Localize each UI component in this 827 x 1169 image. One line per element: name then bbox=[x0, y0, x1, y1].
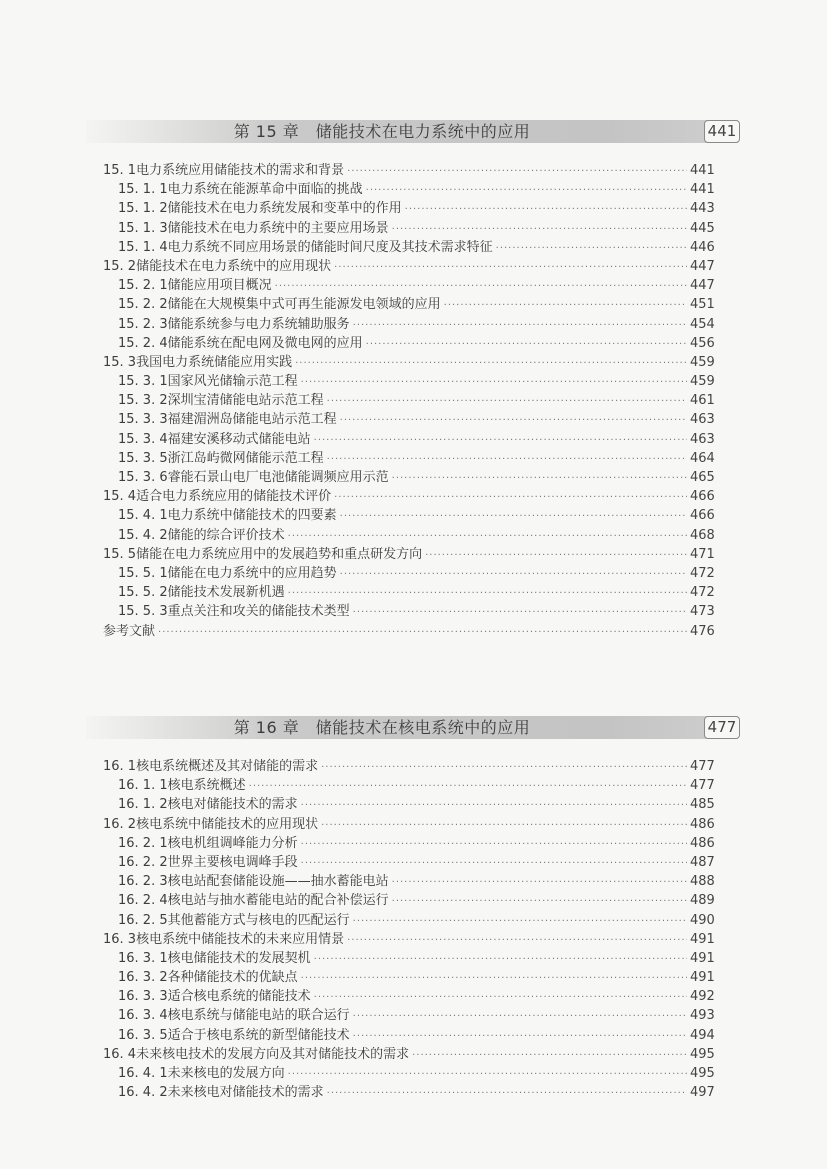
toc-entry-title: 核电储能技术的发展契机 bbox=[167, 950, 311, 966]
dot-leader bbox=[321, 758, 687, 777]
toc-entry-page: 473 bbox=[690, 604, 715, 620]
toc-entry-title: 储能技术在电力系统发展和变革中的作用 bbox=[167, 201, 402, 217]
toc-entry-page: 497 bbox=[690, 1085, 715, 1101]
toc-entry-title: 电力系统中储能技术的四要素 bbox=[167, 508, 337, 524]
toc-entry-number: 15. 2. 2 bbox=[118, 297, 168, 313]
dot-leader bbox=[301, 854, 687, 873]
toc-entry-page: 486 bbox=[690, 835, 715, 851]
toc-entry-number: 15. 5 bbox=[103, 546, 137, 562]
toc-list bbox=[0, 161, 827, 641]
toc-subsection-entry[interactable] bbox=[0, 1006, 827, 1025]
toc-entry-page: 441 bbox=[690, 182, 715, 198]
toc-entry-number: 15. 2. 4 bbox=[118, 335, 168, 351]
dot-leader bbox=[444, 296, 687, 315]
toc-section-entry[interactable] bbox=[0, 487, 827, 506]
toc-entry-page: 464 bbox=[690, 450, 715, 466]
toc-entry-title: 核电站配套储能设施——抽水蓄能电站 bbox=[167, 874, 389, 890]
toc-entry-page: 441 bbox=[690, 163, 715, 178]
dot-leader bbox=[353, 1027, 687, 1046]
dot-leader bbox=[366, 181, 687, 200]
toc-entry-title: 我国电力系统储能应用实践 bbox=[136, 354, 293, 370]
chapter-header bbox=[86, 120, 738, 143]
toc-subsection-entry[interactable] bbox=[0, 834, 827, 853]
toc-entry-page: 489 bbox=[690, 893, 715, 909]
toc-entry-title: 储能在电力系统中的应用趋势 bbox=[167, 565, 337, 581]
dot-leader bbox=[295, 354, 687, 373]
toc-entry-number: 15. 3. 5 bbox=[118, 450, 168, 466]
dot-leader bbox=[392, 892, 687, 911]
toc-entry-title: 核电系统概述及其对储能的需求 bbox=[136, 759, 319, 774]
toc-entry-number: 16. 3 bbox=[103, 931, 137, 947]
toc-entry-number: 15. 5. 1 bbox=[118, 565, 168, 581]
toc-entry-number: 15. 3. 2 bbox=[118, 393, 168, 409]
toc-subsection-entry[interactable] bbox=[0, 853, 827, 872]
toc-entry-page: 463 bbox=[690, 431, 715, 447]
toc-entry-page: 490 bbox=[690, 912, 715, 928]
toc-entry-title: 储能应用项目概况 bbox=[167, 278, 272, 294]
toc-entry-page: 447 bbox=[690, 258, 715, 274]
toc-subsection-entry[interactable] bbox=[0, 180, 827, 199]
toc-subsection-entry[interactable] bbox=[0, 219, 827, 238]
toc-subsection-entry[interactable] bbox=[0, 334, 827, 353]
toc-entry-title: 福建安溪移动式储能电站 bbox=[167, 431, 311, 447]
toc-entry-page: 488 bbox=[690, 874, 715, 890]
toc-entry-page: 491 bbox=[690, 950, 715, 966]
dot-leader bbox=[353, 603, 687, 622]
toc-entry-number: 15. 1. 1 bbox=[118, 182, 168, 198]
toc-entry-page: 495 bbox=[690, 1046, 715, 1062]
dot-leader bbox=[288, 584, 687, 603]
toc-entry-number: 16. 3. 4 bbox=[118, 1008, 168, 1024]
dot-leader bbox=[334, 488, 687, 507]
toc-entry-page: 454 bbox=[690, 316, 715, 332]
toc-entry-page: 451 bbox=[690, 297, 715, 313]
toc-subsection-entry[interactable] bbox=[0, 372, 827, 391]
toc-entry-number: 16. 3. 5 bbox=[118, 1027, 168, 1043]
toc-entry-title: 核电系统与储能电站的联合运行 bbox=[167, 1008, 350, 1024]
toc-subsection-entry[interactable] bbox=[0, 949, 827, 968]
dot-leader bbox=[353, 912, 687, 931]
toc-subsection-entry[interactable] bbox=[0, 238, 827, 257]
toc-entry-page: 463 bbox=[690, 412, 715, 428]
toc-section-entry[interactable] bbox=[0, 757, 827, 776]
toc-entry-title: 储能系统参与电力系统辅助服务 bbox=[167, 316, 350, 332]
toc-entry-number: 15. 3 bbox=[103, 354, 137, 370]
toc-entry-number: 16. 2. 3 bbox=[118, 874, 168, 890]
toc-subsection-entry[interactable] bbox=[0, 315, 827, 334]
toc-entry-page: 445 bbox=[690, 220, 715, 236]
chapter-page-number: 477 bbox=[704, 716, 740, 739]
dot-leader bbox=[340, 565, 687, 584]
dot-leader bbox=[392, 469, 687, 488]
toc-entry-title: 电力系统在能源革命中面临的挑战 bbox=[167, 182, 363, 198]
dot-leader bbox=[301, 969, 687, 988]
toc-subsection-entry[interactable] bbox=[0, 564, 827, 583]
toc-entry-page: 487 bbox=[690, 854, 715, 870]
dot-leader bbox=[405, 200, 687, 219]
toc-entry-page: 465 bbox=[690, 470, 715, 485]
toc-subsection-entry[interactable] bbox=[0, 602, 827, 621]
toc-entry-page: 491 bbox=[690, 931, 715, 947]
toc-entry-title: 储能的综合评价技术 bbox=[167, 527, 285, 543]
toc-subsection-entry[interactable] bbox=[0, 911, 827, 930]
toc-subsection-entry[interactable] bbox=[0, 276, 827, 295]
toc-entry-number: 16. 2 bbox=[103, 816, 137, 832]
dot-leader bbox=[353, 1007, 687, 1026]
toc-entry-page: 446 bbox=[690, 239, 715, 255]
toc-entry-number: 16. 2. 5 bbox=[118, 912, 168, 928]
toc-entry-title: 储能技术在电力系统中的主要应用场景 bbox=[167, 220, 389, 236]
toc-entry-title: 储能技术发展新机遇 bbox=[167, 585, 285, 601]
dot-leader bbox=[301, 796, 687, 815]
toc-entry-page: 472 bbox=[690, 565, 715, 581]
toc-entry-number: 15. 3. 4 bbox=[118, 431, 168, 447]
toc-entry-number: 16. 4. 2 bbox=[118, 1085, 168, 1101]
toc-entry-page: 447 bbox=[690, 278, 715, 294]
toc-entry-title: 核电站与抽水蓄能电站的配合补偿运行 bbox=[167, 893, 389, 909]
dot-leader bbox=[412, 1046, 687, 1065]
dot-leader bbox=[288, 1065, 687, 1084]
dot-leader bbox=[321, 816, 687, 835]
toc-section-entry[interactable] bbox=[0, 545, 827, 564]
dot-leader bbox=[327, 392, 687, 411]
toc-entry-number: 16. 3. 1 bbox=[118, 950, 168, 966]
toc-subsection-entry[interactable] bbox=[0, 987, 827, 1006]
toc-subsection-entry[interactable] bbox=[0, 199, 827, 218]
toc-entry-page: 486 bbox=[690, 816, 715, 832]
toc-list bbox=[0, 757, 827, 1102]
toc-entry-title: 核电系统中储能技术的应用现状 bbox=[136, 816, 319, 832]
toc-subsection-entry[interactable] bbox=[0, 583, 827, 602]
toc-entry-number: 15. 4. 1 bbox=[118, 508, 168, 524]
dot-leader bbox=[353, 316, 687, 335]
toc-entry-title: 未来核电对储能技术的需求 bbox=[167, 1085, 324, 1101]
toc-entry-number: 16. 4 bbox=[103, 1046, 137, 1062]
toc-entry-page: 443 bbox=[690, 201, 715, 217]
toc-entry-title: 适合电力系统应用的储能技术评价 bbox=[136, 489, 332, 505]
toc-entry-page: 468 bbox=[690, 527, 715, 543]
toc-subsection-entry[interactable] bbox=[0, 506, 827, 525]
toc-subsection-entry[interactable] bbox=[0, 410, 827, 429]
toc-entry-page: 459 bbox=[690, 354, 715, 370]
dot-leader bbox=[327, 1084, 687, 1103]
toc-entry-title: 核电系统概述 bbox=[167, 778, 246, 794]
toc-entry-number: 15. 4. 2 bbox=[118, 527, 168, 543]
toc-entry-number: 15. 3. 3 bbox=[118, 412, 168, 428]
toc-entry-number: 16. 1. 2 bbox=[118, 797, 168, 813]
toc-entry-page: 493 bbox=[690, 1008, 715, 1024]
toc-entry-number: 16. 2. 1 bbox=[118, 835, 168, 851]
toc-entry-page: 459 bbox=[690, 374, 715, 390]
dot-leader bbox=[158, 623, 687, 642]
dot-leader bbox=[347, 162, 687, 181]
dot-leader bbox=[314, 431, 687, 450]
toc-subsection-entry[interactable] bbox=[0, 391, 827, 410]
toc-entry-title: 未来核电的发展方向 bbox=[167, 1066, 285, 1081]
dot-leader bbox=[334, 258, 687, 277]
toc-entry-page: 494 bbox=[690, 1027, 715, 1043]
toc-entry-title: 储能在大规模集中式可再生能源发电领域的应用 bbox=[167, 297, 441, 313]
dot-leader bbox=[425, 546, 687, 565]
toc-subsection-entry[interactable] bbox=[0, 449, 827, 468]
toc-entry-title: 世界主要核电调峰手段 bbox=[167, 854, 298, 870]
toc-entry-title: 储能技术在电力系统中的应用现状 bbox=[136, 258, 332, 274]
chapter-title: 第 15 章 储能技术在电力系统中的应用 bbox=[233, 122, 531, 141]
dot-leader bbox=[314, 988, 687, 1007]
toc-entry-title: 其他蓄能方式与核电的匹配运行 bbox=[167, 912, 350, 928]
toc-subsection-entry[interactable] bbox=[0, 526, 827, 545]
toc-entry-number: 15. 1. 3 bbox=[118, 220, 168, 236]
toc-entry-title: 浙江岛屿微网储能示范工程 bbox=[167, 450, 324, 466]
toc-subsection-entry[interactable] bbox=[0, 891, 827, 910]
toc-entry-number: 15. 2. 3 bbox=[118, 316, 168, 332]
toc-subsection-entry[interactable] bbox=[0, 968, 827, 987]
toc-section-entry[interactable] bbox=[0, 1045, 827, 1064]
toc-entry-number: 16. 2. 2 bbox=[118, 854, 168, 870]
dot-leader bbox=[275, 277, 687, 296]
toc-entry-title: 重点关注和攻关的储能技术类型 bbox=[167, 604, 350, 620]
toc-entry-page: 495 bbox=[690, 1066, 715, 1081]
toc-entry-page: 466 bbox=[690, 508, 715, 524]
toc-entry-page: 472 bbox=[690, 585, 715, 601]
toc-entry-title: 睿能石景山电厂电池储能调频应用示范 bbox=[167, 470, 389, 485]
toc-entry-title: 福建湄洲岛储能电站示范工程 bbox=[167, 412, 337, 428]
toc-entry-number: 15. 5. 2 bbox=[118, 585, 168, 601]
toc-entry-title: 适合核电系统的储能技术 bbox=[167, 989, 311, 1005]
chapter-page-number: 441 bbox=[704, 120, 740, 143]
toc-entry-page: 471 bbox=[690, 546, 715, 562]
toc-entry-page: 491 bbox=[690, 970, 715, 986]
toc-entry-number: 16. 4. 1 bbox=[118, 1066, 168, 1081]
toc-entry-page: 476 bbox=[690, 623, 715, 639]
toc-subsection-entry[interactable] bbox=[0, 1064, 827, 1083]
toc-entry-number: 16. 3. 2 bbox=[118, 970, 168, 986]
toc-entry-title: 核电机组调峰能力分析 bbox=[167, 835, 298, 851]
toc-entry-page: 477 bbox=[690, 759, 715, 774]
toc-section-entry[interactable] bbox=[0, 353, 827, 372]
toc-entry-title: 电力系统不同应用场景的储能时间尺度及其技术需求特征 bbox=[167, 239, 493, 255]
toc-entry-number: 15. 2. 1 bbox=[118, 278, 168, 294]
toc-entry-title: 深圳宝清储能电站示范工程 bbox=[167, 393, 324, 409]
toc-entry-title: 参考文献 bbox=[103, 623, 156, 639]
dot-leader bbox=[347, 931, 687, 950]
toc-entry-title: 核电系统中储能技术的未来应用情景 bbox=[136, 931, 345, 947]
toc-entry-number: 15. 1 bbox=[103, 163, 137, 178]
dot-leader bbox=[392, 220, 687, 239]
dot-leader bbox=[327, 450, 687, 469]
dot-leader bbox=[340, 507, 687, 526]
toc-entry-page: 456 bbox=[690, 335, 715, 351]
toc-subsection-entry[interactable] bbox=[0, 430, 827, 449]
dot-leader bbox=[340, 411, 687, 430]
toc-section-entry[interactable] bbox=[0, 161, 827, 180]
dot-leader bbox=[314, 950, 687, 969]
toc-section-entry[interactable] bbox=[0, 930, 827, 949]
dot-leader bbox=[496, 239, 687, 258]
toc-section-entry[interactable] bbox=[0, 815, 827, 834]
toc-references-entry[interactable] bbox=[0, 622, 827, 641]
toc-entry-number: 16. 1. 1 bbox=[118, 778, 168, 794]
toc-entry-number: 15. 1. 4 bbox=[118, 239, 168, 255]
toc-entry-page: 477 bbox=[690, 778, 715, 794]
toc-subsection-entry[interactable] bbox=[0, 468, 827, 487]
toc-entry-number: 15. 3. 6 bbox=[118, 470, 168, 485]
dot-leader bbox=[288, 527, 687, 546]
toc-entry-number: 16. 1 bbox=[103, 759, 137, 774]
dot-leader bbox=[366, 335, 687, 354]
toc-entry-number: 16. 2. 4 bbox=[118, 893, 168, 909]
dot-leader bbox=[249, 777, 687, 796]
toc-subsection-entry[interactable] bbox=[0, 872, 827, 891]
toc-subsection-entry[interactable] bbox=[0, 1026, 827, 1045]
toc-entry-number: 15. 1. 2 bbox=[118, 201, 168, 217]
chapter-title: 第 16 章 储能技术在核电系统中的应用 bbox=[233, 718, 531, 737]
toc-entry-title: 国家风光储输示范工程 bbox=[167, 374, 298, 390]
toc-entry-title: 储能系统在配电网及微电网的应用 bbox=[167, 335, 363, 351]
toc-entry-page: 485 bbox=[690, 797, 715, 813]
toc-entry-number: 16. 3. 3 bbox=[118, 989, 168, 1005]
toc-entry-number: 15. 2 bbox=[103, 258, 137, 274]
toc-entry-title: 各种储能技术的优缺点 bbox=[167, 970, 298, 986]
toc-section-entry[interactable] bbox=[0, 257, 827, 276]
dot-leader bbox=[301, 835, 687, 854]
toc-entry-title: 核电对储能技术的需求 bbox=[167, 797, 298, 813]
toc-entry-title: 未来核电技术的发展方向及其对储能技术的需求 bbox=[136, 1046, 410, 1062]
toc-entry-number: 15. 4 bbox=[103, 489, 137, 505]
toc-entry-page: 492 bbox=[690, 989, 715, 1005]
chapter-header bbox=[86, 716, 738, 739]
toc-entry-title: 电力系统应用储能技术的需求和背景 bbox=[136, 163, 345, 178]
toc-entry-number: 15. 3. 1 bbox=[118, 374, 168, 390]
toc-entry-number: 15. 5. 3 bbox=[118, 604, 168, 620]
toc-entry-page: 466 bbox=[690, 489, 715, 505]
toc-entry-title: 适合于核电系统的新型储能技术 bbox=[167, 1027, 350, 1043]
toc-entry-title: 储能在电力系统应用中的发展趋势和重点研发方向 bbox=[136, 546, 423, 562]
dot-leader bbox=[301, 373, 687, 392]
toc-subsection-entry[interactable] bbox=[0, 776, 827, 795]
toc-subsection-entry[interactable] bbox=[0, 295, 827, 314]
toc-entry-page: 461 bbox=[690, 393, 715, 409]
toc-subsection-entry[interactable] bbox=[0, 1083, 827, 1102]
dot-leader bbox=[392, 873, 687, 892]
toc-subsection-entry[interactable] bbox=[0, 795, 827, 814]
